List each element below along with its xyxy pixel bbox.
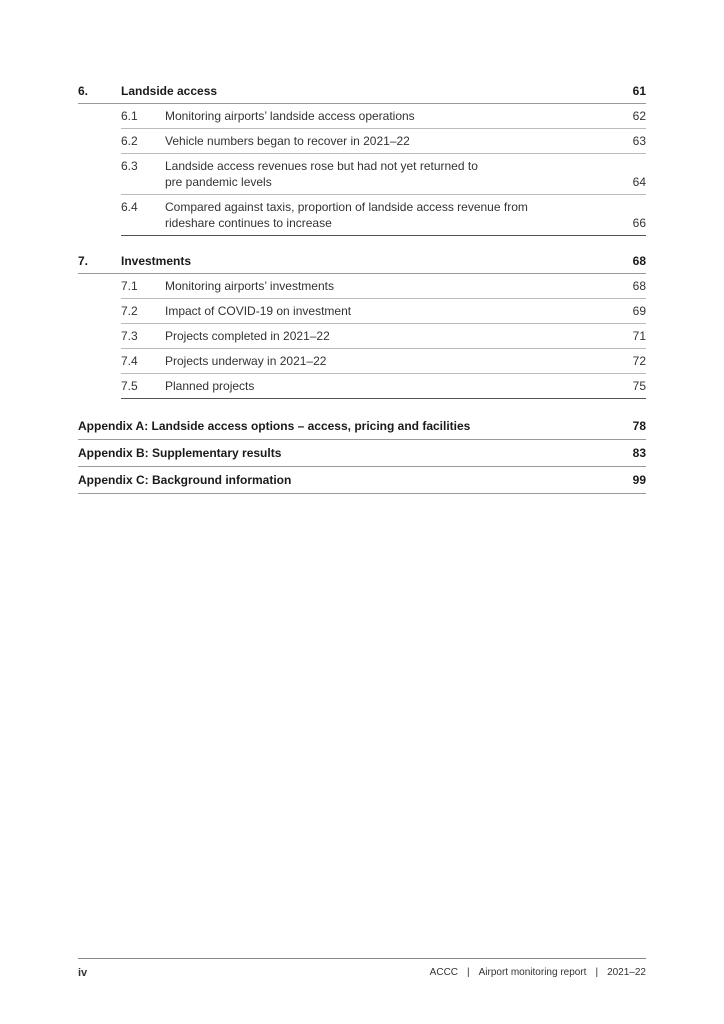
section-number: 6. <box>78 84 89 98</box>
page-number: 68 <box>632 254 646 268</box>
subsection-title: Vehicle numbers began to recover in 2021–22 <box>165 134 410 148</box>
toc-appendix-c[interactable] <box>78 467 646 494</box>
footer-year: 2021–22 <box>607 967 646 978</box>
page-number: 62 <box>632 109 646 123</box>
footer-separator: | <box>467 967 470 978</box>
toc-subsection[interactable] <box>121 374 646 399</box>
page-number: 66 <box>632 216 646 230</box>
page-number: 61 <box>632 84 646 98</box>
subsection-title-line: Compared against taxis, proportion of landside access revenue from <box>165 200 528 214</box>
toc-section-heading[interactable] <box>78 250 646 274</box>
toc-subsection[interactable] <box>121 324 646 349</box>
toc-appendix-a[interactable] <box>78 413 646 440</box>
subsection-title: Projects underway in 2021–22 <box>165 354 327 368</box>
toc-subsection[interactable] <box>121 195 646 236</box>
page-number: 63 <box>632 134 646 148</box>
toc-section-7 <box>78 250 646 399</box>
subsection-number: 6.1 <box>121 109 138 123</box>
toc-section-6 <box>78 80 646 236</box>
page-number: 71 <box>632 329 646 343</box>
subsection-title: Planned projects <box>165 379 255 393</box>
appendix-title: Appendix B: Supplementary results <box>78 446 282 460</box>
page-number: 68 <box>632 279 646 293</box>
footer-separator: | <box>595 967 599 978</box>
subsection-number: 6.3 <box>121 159 138 173</box>
toc-section-heading[interactable] <box>78 80 646 104</box>
subsection-title-line: pre pandemic levels <box>165 175 272 189</box>
toc-subsection[interactable] <box>121 349 646 374</box>
page-number: 69 <box>632 304 646 318</box>
subsection-number: 6.2 <box>121 134 138 148</box>
subsection-title <box>165 199 616 231</box>
subsection-title: Monitoring airports’ investments <box>165 279 334 293</box>
toc-subsection[interactable] <box>121 154 646 195</box>
footer-org: ACCC <box>429 967 459 978</box>
subsection-number: 6.4 <box>121 200 138 214</box>
subsection-number: 7.1 <box>121 279 138 293</box>
toc-appendices <box>78 413 646 494</box>
toc-subsection[interactable] <box>121 104 646 129</box>
section-title: Landside access <box>121 84 218 98</box>
toc-appendix-b[interactable] <box>78 440 646 467</box>
footer-page-number: iv <box>78 967 88 979</box>
toc-subsection[interactable] <box>121 129 646 154</box>
appendix-title: Appendix C: Background information <box>78 473 292 487</box>
page-number: 99 <box>632 473 646 487</box>
subsection-title: Projects completed in 2021–22 <box>165 329 330 343</box>
page-number: 64 <box>632 175 646 189</box>
page-number: 83 <box>632 446 646 460</box>
subsection-title-line: rideshare continues to increase <box>165 216 332 230</box>
page-number: 78 <box>632 419 646 433</box>
appendix-title: Appendix A: Landside access options – access, pricing and facilities <box>78 419 471 433</box>
subsection-title: Impact of COVID-19 on investment <box>165 304 352 318</box>
subsection-number: 7.3 <box>121 329 138 343</box>
section-title: Investments <box>121 254 192 268</box>
subsection-title: Monitoring airports’ landside access operations <box>165 109 415 123</box>
subsection-number: 7.5 <box>121 379 138 393</box>
footer-report-title: Airport monitoring report <box>478 967 587 978</box>
page-footer <box>78 958 646 979</box>
subsection-title-line: Landside access revenues rose but had not yet returned to <box>165 159 478 173</box>
toc-subsection[interactable] <box>121 299 646 324</box>
page-number: 75 <box>632 379 646 393</box>
subsection-title <box>165 158 616 190</box>
subsection-number: 7.4 <box>121 354 138 368</box>
page-number: 72 <box>632 354 646 368</box>
subsection-number: 7.2 <box>121 304 138 318</box>
section-number: 7. <box>78 254 89 268</box>
toc-subsection[interactable] <box>121 274 646 299</box>
table-of-contents <box>78 80 646 494</box>
